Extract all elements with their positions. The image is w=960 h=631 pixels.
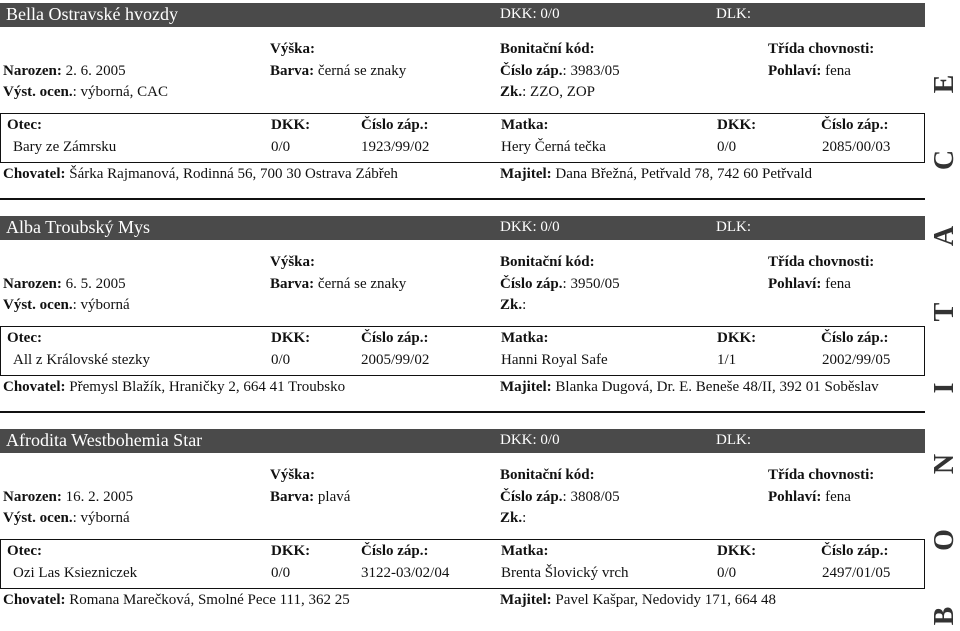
vystavni-ocenení: Výst. ocen.: výborná bbox=[3, 297, 130, 313]
otec-dkk: 0/0 bbox=[271, 565, 291, 581]
matka-dkk: 1/1 bbox=[717, 352, 737, 368]
matka-cislo-label: Číslo záp.: bbox=[821, 330, 889, 346]
narozen: Narozen: 6. 5. 2005 bbox=[3, 276, 126, 292]
otec-cislo: 2005/99/02 bbox=[361, 352, 430, 368]
sidebar-letter: A bbox=[929, 225, 960, 247]
matka-label: Matka: bbox=[501, 330, 549, 346]
dog-dlk-label: DLK: bbox=[716, 219, 751, 235]
matka-dkk-label: DKK: bbox=[717, 117, 757, 133]
narozen: Narozen: 16. 2. 2005 bbox=[3, 489, 134, 505]
zkousky: Zk.: bbox=[500, 297, 527, 313]
chovatel: Chovatel: Přemysl Blažík, Hraničky 2, 664 41 Troubsko bbox=[3, 379, 346, 395]
zkousky: Zk.: ZZO, ZOP bbox=[500, 84, 596, 100]
dog-dkk: DKK: 0/0 bbox=[500, 6, 560, 22]
otec-dkk: 0/0 bbox=[271, 352, 291, 368]
otec-name: All z Královské stezky bbox=[13, 352, 151, 368]
matka-label: Matka: bbox=[501, 117, 549, 133]
dog-name: Afrodita Westbohemia Star bbox=[6, 430, 203, 450]
matka-dkk-label: DKK: bbox=[717, 543, 757, 559]
trida-chovnosti-label: Třída chovnosti: bbox=[768, 467, 875, 483]
parents-box bbox=[0, 113, 925, 163]
cislo-zapisu: Číslo záp.: 3983/05 bbox=[500, 63, 620, 79]
otec-cislo: 1923/99/02 bbox=[361, 139, 430, 155]
pohlavi: Pohlaví: fena bbox=[768, 489, 851, 505]
otec-name: Bary ze Zámrsku bbox=[13, 139, 117, 155]
vyska-label: Výška: bbox=[270, 254, 316, 270]
dog-name: Bella Ostravské hvozdy bbox=[6, 4, 178, 24]
dog-header-bar bbox=[0, 216, 925, 240]
majitel: Majitel: Dana Břežná, Petřvald 78, 742 60 Petřvald bbox=[500, 166, 812, 182]
sidebar-letter: C bbox=[929, 149, 960, 171]
matka-label: Matka: bbox=[501, 543, 549, 559]
otec-cislo-label: Číslo záp.: bbox=[361, 117, 429, 133]
barva: Barva: černá se znaky bbox=[270, 276, 407, 292]
matka-dkk: 0/0 bbox=[717, 565, 737, 581]
trida-chovnosti-label: Třída chovnosti: bbox=[768, 254, 875, 270]
matka-dkk: 0/0 bbox=[717, 139, 737, 155]
otec-cislo-label: Číslo záp.: bbox=[361, 543, 429, 559]
cislo-zapisu: Číslo záp.: 3950/05 bbox=[500, 276, 620, 292]
matka-cislo: 2085/00/03 bbox=[822, 139, 891, 155]
matka-cislo: 2497/01/05 bbox=[822, 565, 891, 581]
sidebar-letter: O bbox=[929, 529, 960, 551]
vyska-label: Výška: bbox=[270, 41, 316, 57]
majitel: Majitel: Blanka Dugová, Dr. E. Beneše 48/II, 392 01 Soběslav bbox=[500, 379, 879, 395]
chovatel: Chovatel: Šárka Rajmanová, Rodinná 56, 700 30 Ostrava Zábřeh bbox=[3, 166, 398, 182]
cislo-zapisu: Číslo záp.: 3808/05 bbox=[500, 489, 620, 505]
narozen: Narozen: 2. 6. 2005 bbox=[3, 63, 126, 79]
matka-cislo-label: Číslo záp.: bbox=[821, 543, 889, 559]
dog-header-bar bbox=[0, 3, 925, 27]
dog-header-bar bbox=[0, 429, 925, 453]
matka-cislo-label: Číslo záp.: bbox=[821, 117, 889, 133]
dog-dlk-label: DLK: bbox=[716, 432, 751, 448]
otec-dkk-label: DKK: bbox=[271, 543, 311, 559]
barva: Barva: černá se znaky bbox=[270, 63, 407, 79]
section-divider bbox=[0, 198, 925, 200]
sidebar-letter: T bbox=[929, 302, 960, 322]
matka-dkk-label: DKK: bbox=[717, 330, 757, 346]
zkousky: Zk.: bbox=[500, 510, 527, 526]
section-divider bbox=[0, 411, 925, 413]
otec-cislo-label: Číslo záp.: bbox=[361, 330, 429, 346]
matka-name: Hery Černá tečka bbox=[501, 139, 606, 155]
chovatel: Chovatel: Romana Marečková, Smolné Pece 111, 362 25 bbox=[3, 592, 350, 608]
sidebar-letter: N bbox=[929, 453, 960, 475]
vystavni-ocenení: Výst. ocen.: výborná bbox=[3, 510, 130, 526]
vystavni-ocenení: Výst. ocen.: výborná, CAC bbox=[3, 84, 168, 100]
bonitace-vertical-label bbox=[930, 0, 960, 631]
sidebar-letter: E bbox=[929, 74, 960, 94]
dog-dkk: DKK: 0/0 bbox=[500, 219, 560, 235]
sidebar-letter: I bbox=[929, 382, 960, 394]
otec-name: Ozi Las Ksiezniczek bbox=[13, 565, 138, 581]
bonitacni-kod-label: Bonitační kód: bbox=[500, 41, 595, 57]
otec-dkk: 0/0 bbox=[271, 139, 291, 155]
dog-dlk-label: DLK: bbox=[716, 6, 751, 22]
otec-dkk-label: DKK: bbox=[271, 117, 311, 133]
matka-cislo: 2002/99/05 bbox=[822, 352, 891, 368]
barva: Barva: plavá bbox=[270, 489, 351, 505]
matka-name: Brenta Šlovický vrch bbox=[501, 565, 629, 581]
trida-chovnosti-label: Třída chovnosti: bbox=[768, 41, 875, 57]
otec-dkk-label: DKK: bbox=[271, 330, 311, 346]
sidebar-letter: B bbox=[929, 606, 960, 626]
otec-cislo: 3122-03/02/04 bbox=[361, 565, 450, 581]
parents-box bbox=[0, 326, 925, 376]
pohlavi: Pohlaví: fena bbox=[768, 276, 851, 292]
bonitacni-kod-label: Bonitační kód: bbox=[500, 254, 595, 270]
majitel: Majitel: Pavel Kašpar, Nedovidy 171, 664 48 bbox=[500, 592, 777, 608]
vyska-label: Výška: bbox=[270, 467, 316, 483]
dog-name: Alba Troubský Mys bbox=[6, 217, 151, 237]
parents-box bbox=[0, 539, 925, 589]
pohlavi: Pohlaví: fena bbox=[768, 63, 851, 79]
matka-name: Hanni Royal Safe bbox=[501, 352, 608, 368]
otec-label: Otec: bbox=[7, 117, 42, 133]
otec-label: Otec: bbox=[7, 330, 42, 346]
otec-label: Otec: bbox=[7, 543, 42, 559]
dog-dkk: DKK: 0/0 bbox=[500, 432, 560, 448]
bonitacni-kod-label: Bonitační kód: bbox=[500, 467, 595, 483]
